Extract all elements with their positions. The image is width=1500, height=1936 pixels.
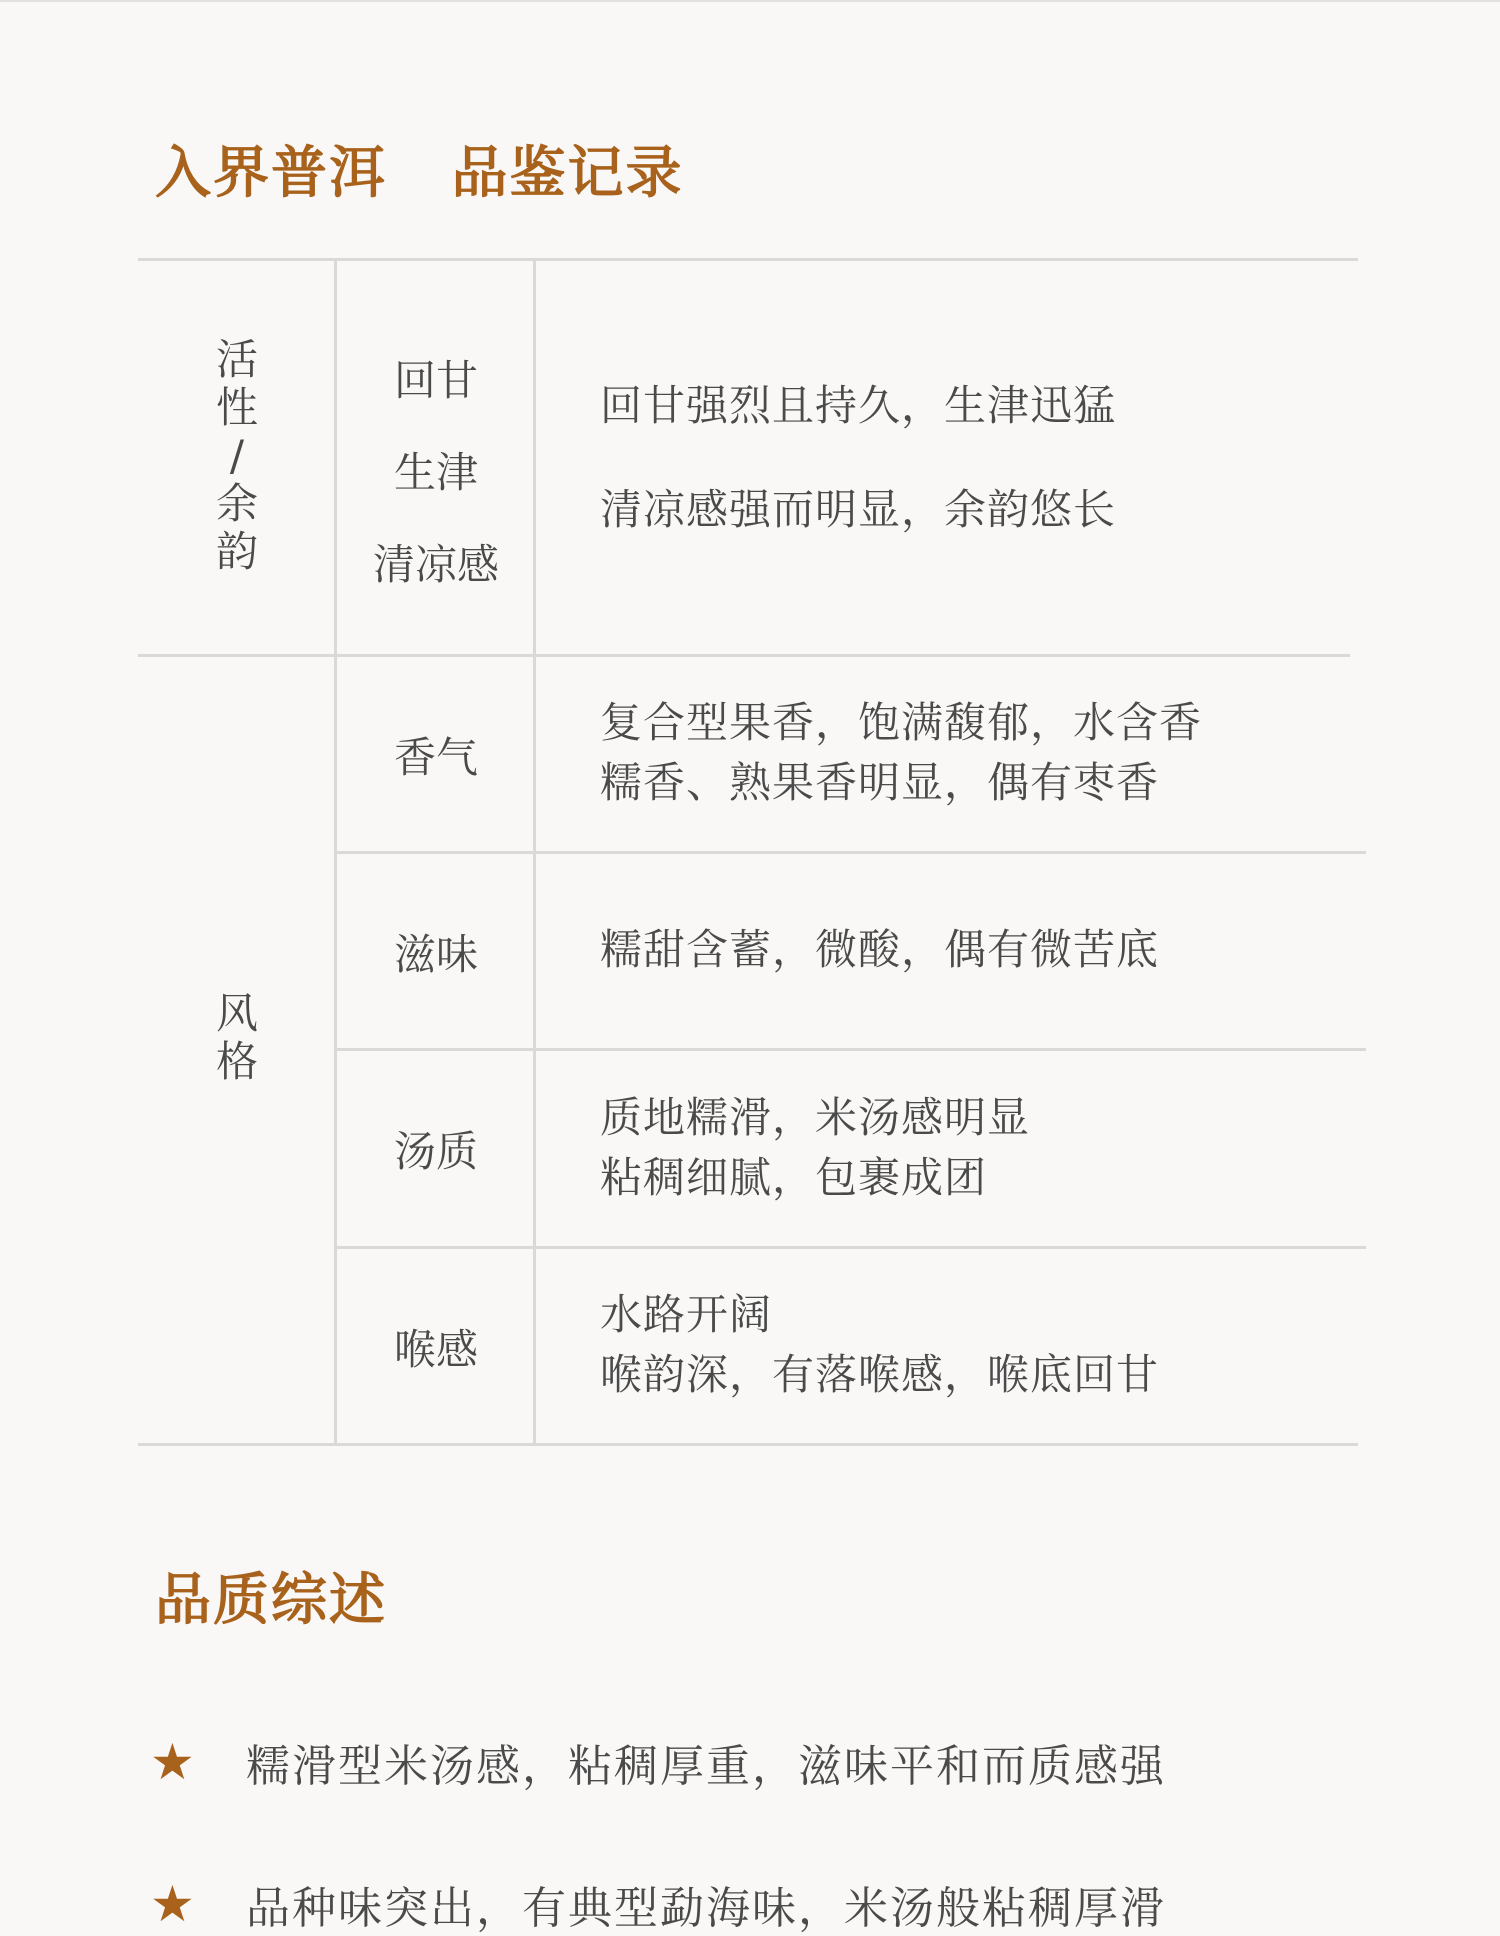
description-line: 水路开阔 — [600, 1290, 773, 1339]
description-line: 质地糯滑，米汤感明显 — [600, 1093, 1031, 1142]
description-line: 清凉感强而明显，余韵悠长 — [600, 485, 1117, 534]
star-icon: ★ — [150, 1733, 197, 1791]
description-block — [600, 1088, 1360, 1208]
table-bottom-rule — [138, 1443, 1358, 1446]
dimension-label: 回甘 — [393, 356, 478, 405]
dimension-label: 香气 — [393, 733, 478, 782]
description-block — [600, 354, 1360, 562]
description-line: 喉韵深，有落喉感，喉底回甘 — [600, 1350, 1160, 1399]
summary-item — [150, 1872, 1450, 1936]
dimension-label: 清凉感 — [372, 540, 499, 589]
description-line: 糯甜含蓄，微酸，偶有微苦底 — [600, 925, 1160, 974]
group-label-style: 风 格 — [215, 989, 258, 1086]
description-line: 粘稠细腻，包裹成团 — [600, 1153, 988, 1202]
description-block — [600, 1285, 1360, 1405]
table-top-rule — [138, 258, 1358, 261]
dimension-label: 喉感 — [393, 1325, 478, 1374]
description-block — [600, 920, 1360, 980]
group-label-activity: 活 性 / 余 韵 — [215, 335, 258, 576]
row-divider-rule — [336, 1048, 1366, 1051]
dimension-label: 汤质 — [393, 1127, 478, 1176]
group-divider-rule — [138, 654, 1350, 657]
dimension-list — [338, 335, 534, 611]
summary-item — [150, 1730, 1450, 1794]
row-divider-rule — [336, 1246, 1366, 1249]
description-line: 复合型果香，饱满馥郁，水含香 — [600, 698, 1203, 747]
row-divider-rule — [336, 851, 1366, 854]
page-title: 入界普洱 品鉴记录 — [155, 141, 684, 206]
dimension-label: 滋味 — [393, 930, 478, 979]
summary-title: 品质综述 — [155, 1568, 387, 1633]
column-divider — [334, 258, 337, 1446]
top-divider — [0, 0, 1500, 2]
dimension-label: 生津 — [393, 448, 478, 497]
description-block — [600, 693, 1360, 813]
summary-item-text: 品种味突出，有典型勐海味，米汤般粘稠厚滑 — [246, 1883, 1166, 1934]
summary-item-text: 糯滑型米汤感，粘稠厚重，滋味平和而质感强 — [246, 1741, 1166, 1792]
description-line: 糯香、熟果香明显，偶有枣香 — [600, 758, 1160, 807]
description-line: 回甘强烈且持久，生津迅猛 — [600, 381, 1117, 430]
star-icon: ★ — [150, 1875, 197, 1933]
